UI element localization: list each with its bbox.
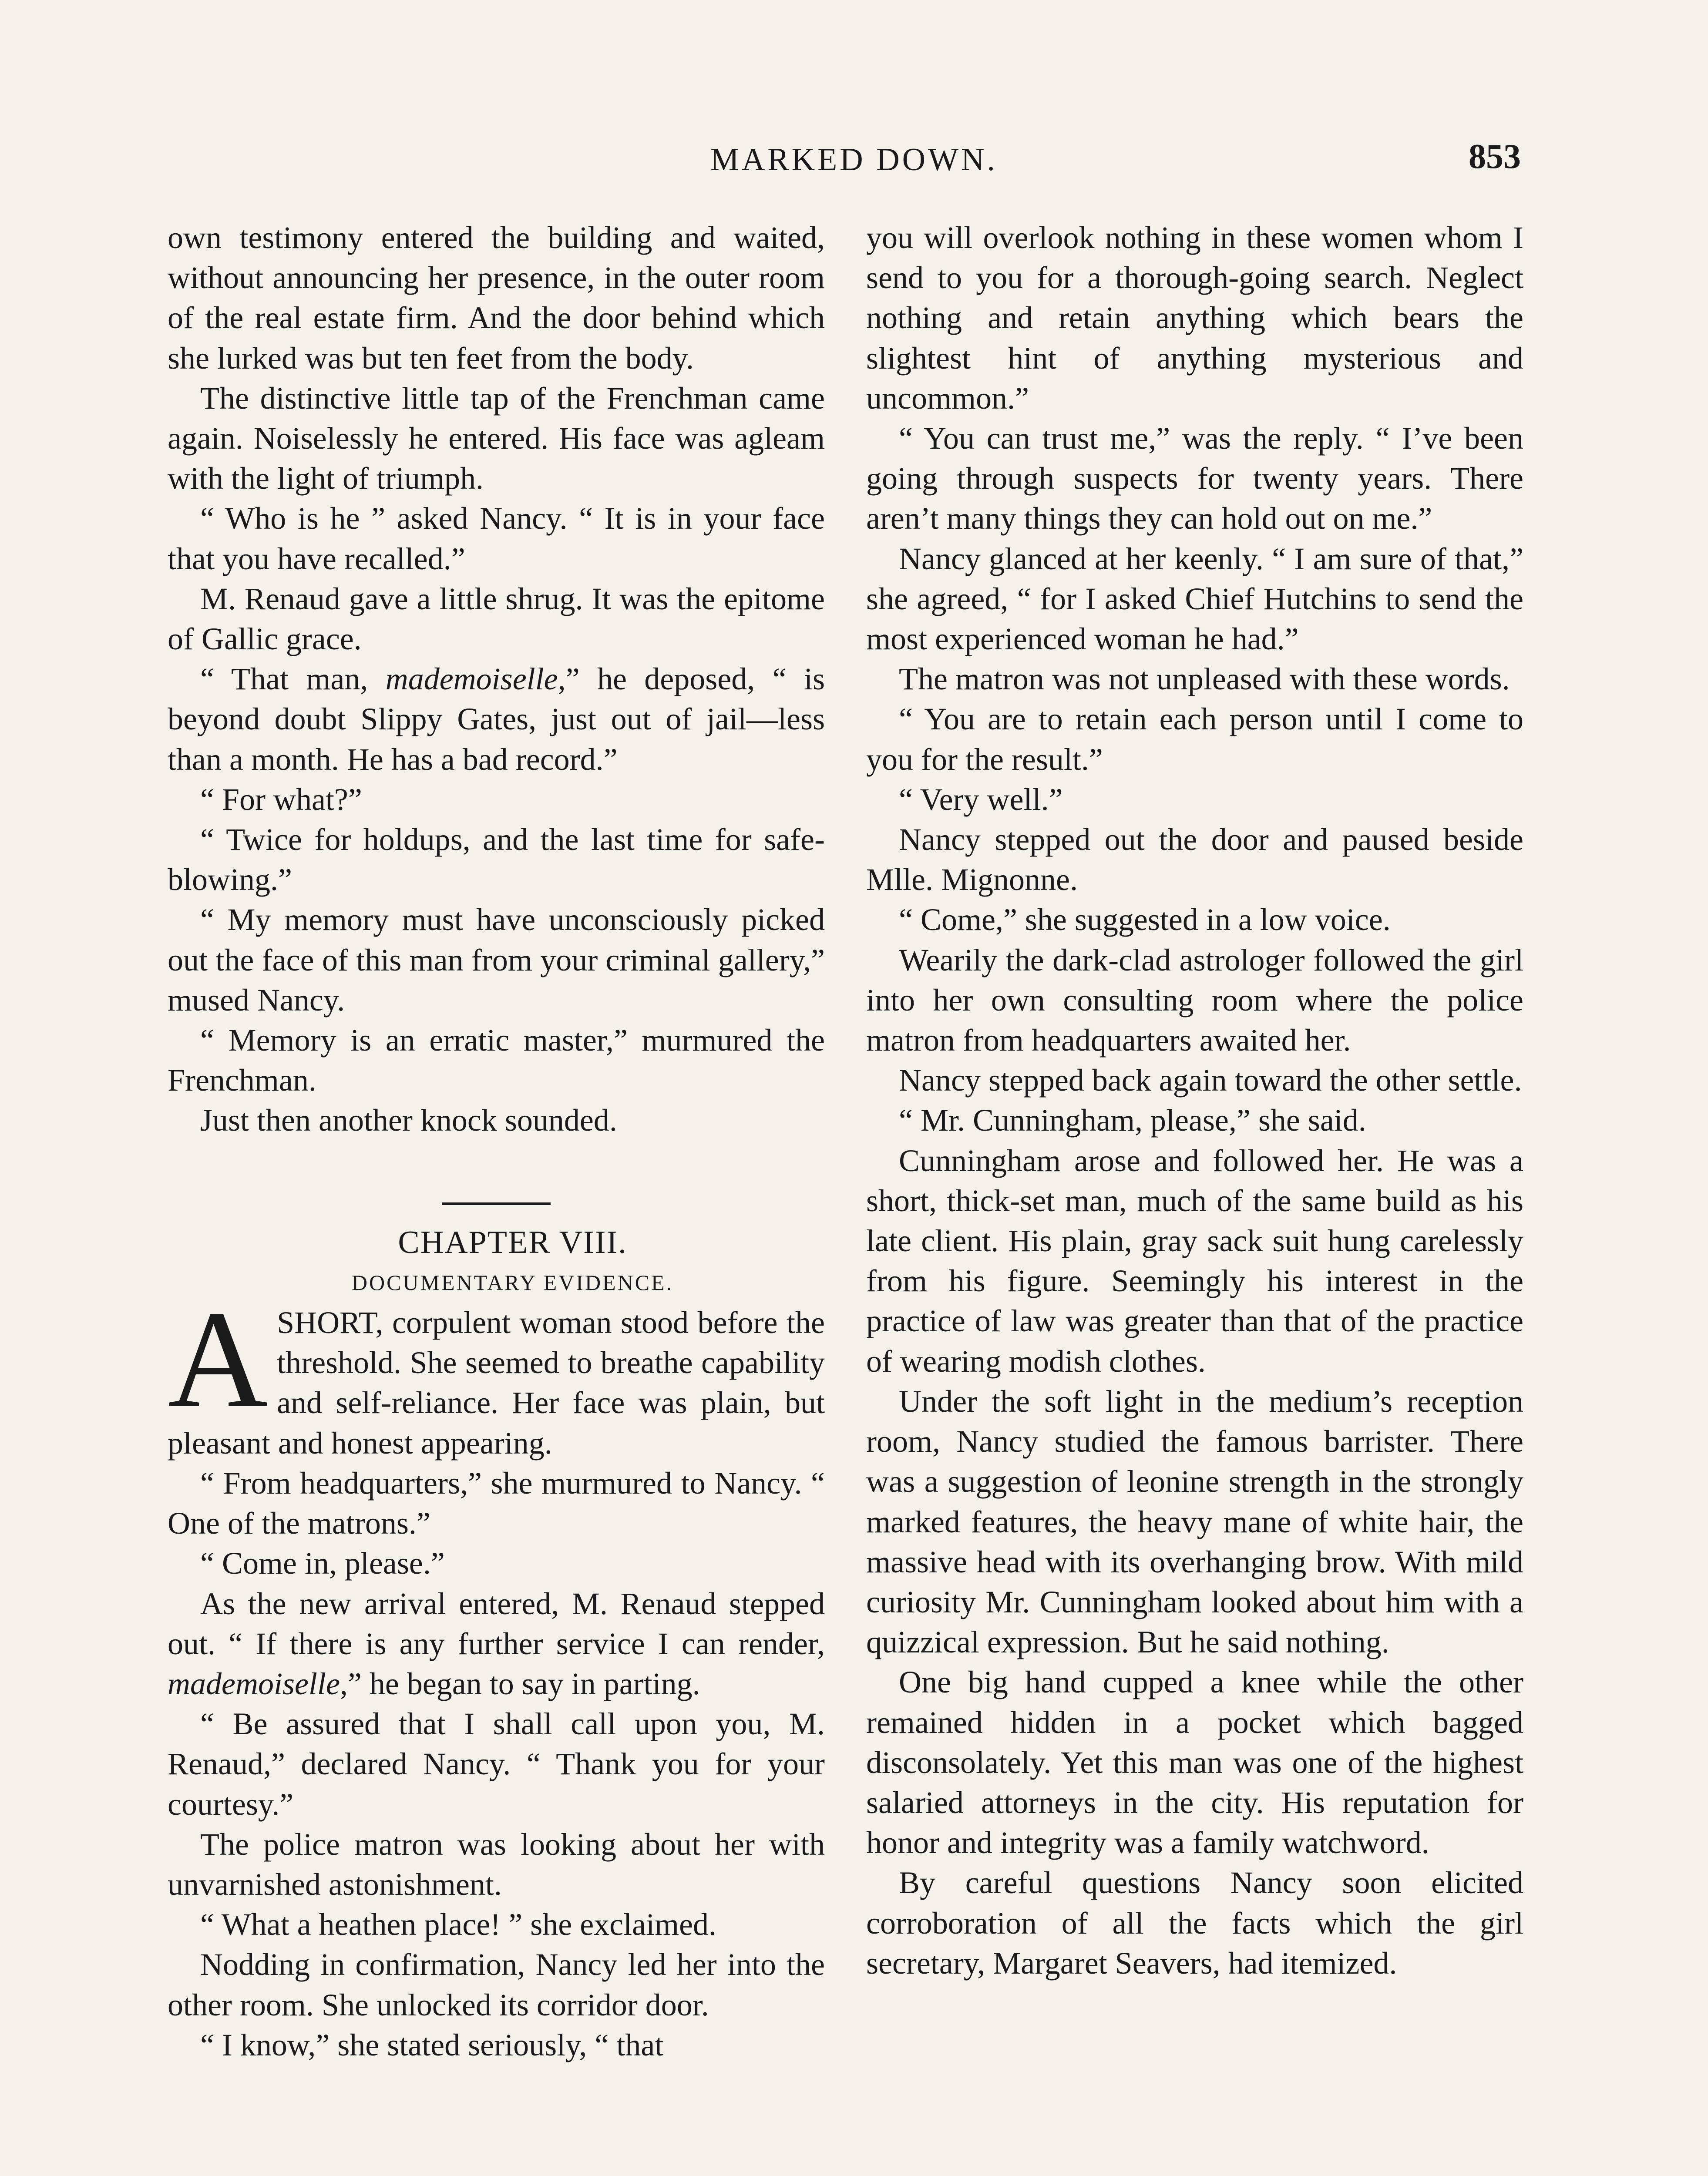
paragraph: Nancy stepped back again toward the other settle. [899, 1063, 1522, 1098]
paragraph: “ Come,” she suggested in a low voice. [899, 902, 1391, 937]
paragraph: M. Renaud gave a little shrug. It was the epitome of Gallic grace. [168, 581, 825, 657]
paragraph: “ What a heathen place! ” she exclaimed. [200, 1907, 717, 1942]
paragraph: “ From headquarters,” she murmured to Nancy. “ One of the matrons.” [168, 1465, 825, 1541]
paragraph: “ Very well.” [899, 782, 1063, 817]
paragraph: “ My memory must have unconsciously picked out the face of this man from your criminal gallery,” mused Nancy. [168, 902, 825, 1017]
paragraph: The police matron was looking about her with unvarnished astonishment. [168, 1827, 825, 1902]
paragraph: Nodding in confirmation, Nancy led her into the other room. She unlocked its corridor door. [168, 1947, 825, 2022]
paragraph: “ Twice for holdups, and the last time for safe-blowing.” [168, 822, 825, 897]
paragraph: Wearily the dark-clad astrologer followed the girl into her own consulting room where the police matron from headquarters awaited her. [866, 942, 1523, 1058]
paragraph: own testimony entered the building and waited, without announcing her presence, in the outer room of the real estate firm. And the door behind which she lurked was but ten feet from the body. [168, 220, 825, 376]
paragraph: Just then another knock sounded. [200, 1103, 617, 1138]
chapter-subtitle: DOCUMENTARY EVIDENCE. [351, 1270, 674, 1295]
chapter-first-paragraph [168, 1283, 825, 1463]
paragraph: “ For what?” [200, 782, 362, 817]
paragraph: Under the soft light in the medium’s reception room, Nancy studied the famous barrister. There was a suggestion of leonine strength in the strongly marked features, the heavy mane of white hair, the massive head with its overhanging brow. With mild curiosity Mr. Cunningham looked about him with a quizzical expression. But he said nothing. [866, 1384, 1523, 1660]
paragraph: Nancy stepped out the door and paused beside Mlle. Mignonne. [866, 822, 1523, 897]
first-paragraph-text: SHORT, corpulent woman stood before the threshold. She seemed to breathe capability and self-reliance. Her face was plain, but pleasant and honest appearing. [168, 1305, 825, 1461]
paragraph: Nancy glanced at her keenly. “ I am sure of that,” she agreed, “ for I asked Chief Hutchins to send the most experienced woman he had.” [866, 541, 1523, 657]
paragraph: “ I know,” she stated seriously, “ that [200, 2027, 664, 2062]
section-divider [442, 1202, 551, 1205]
running-title: MARKED DOWN. [710, 142, 998, 178]
chapter-title: CHAPTER VIII. [398, 1224, 627, 1260]
paragraph: By careful questions Nancy soon elicited corroboration of all the facts which the girl secretary, Margaret Seavers, had itemized. [866, 1865, 1523, 1981]
paragraph: “ Mr. Cunningham, please,” she said. [899, 1103, 1366, 1138]
paragraph: you will overlook nothing in these women whom I send to you for a thorough-going search. Neglect nothing and retain anything which bears the slightest hint of anything mysterious and uncommon.” [866, 220, 1523, 416]
paragraph: “ You can trust me,” was the reply. “ I’ve been going through suspects for twenty years. There aren’t many things they can hold out on me.” [866, 421, 1523, 536]
paragraph: As the new arrival entered, M. Renaud stepped out. “ If there is any further service I can render, mademoiselle,” he began to say in parting. [168, 1586, 825, 1701]
page-number: 853 [1469, 138, 1521, 176]
paragraph: The distinctive little tap of the Frenchman came again. Noiselessly he entered. His face was agleam with the light of triumph. [168, 380, 825, 496]
paragraph: “ That man, mademoiselle,” he deposed, “ is beyond doubt Slippy Gates, just out of jail—less than a month. He has a bad record.” [168, 662, 825, 777]
left-column [168, 218, 825, 2065]
paragraph: “ You are to retain each person until I come to you for the result.” [866, 702, 1523, 777]
paragraph: “ Memory is an erratic master,” murmured the Frenchman. [168, 1023, 825, 1098]
right-column [866, 218, 1523, 1983]
paragraph: “ Come in, please.” [200, 1546, 445, 1581]
paragraph: The matron was not unpleased with these words. [899, 662, 1510, 697]
drop-cap: A [168, 1283, 269, 1437]
paragraph: Cunningham arose and followed her. He was a short, thick-set man, much of the same build as his late client. His plain, gray sack suit hung carelessly from his figure. Seemingly his interest in the practice of law was greater than that of the practice of wearing modish clothes. [866, 1143, 1523, 1379]
paragraph: “ Be assured that I shall call upon you, M. Renaud,” declared Nancy. “ Thank you for your courtesy.” [168, 1706, 825, 1822]
paragraph: “ Who is he ” asked Nancy. “ It is in your face that you have recalled.” [168, 501, 825, 576]
paragraph: One big hand cupped a knee while the other remained hidden in a pocket which bagged disconsolately. Yet this man was one of the highest salaried attorneys in the city. His reputation for honor and integrity was a family watchword. [866, 1665, 1523, 1860]
